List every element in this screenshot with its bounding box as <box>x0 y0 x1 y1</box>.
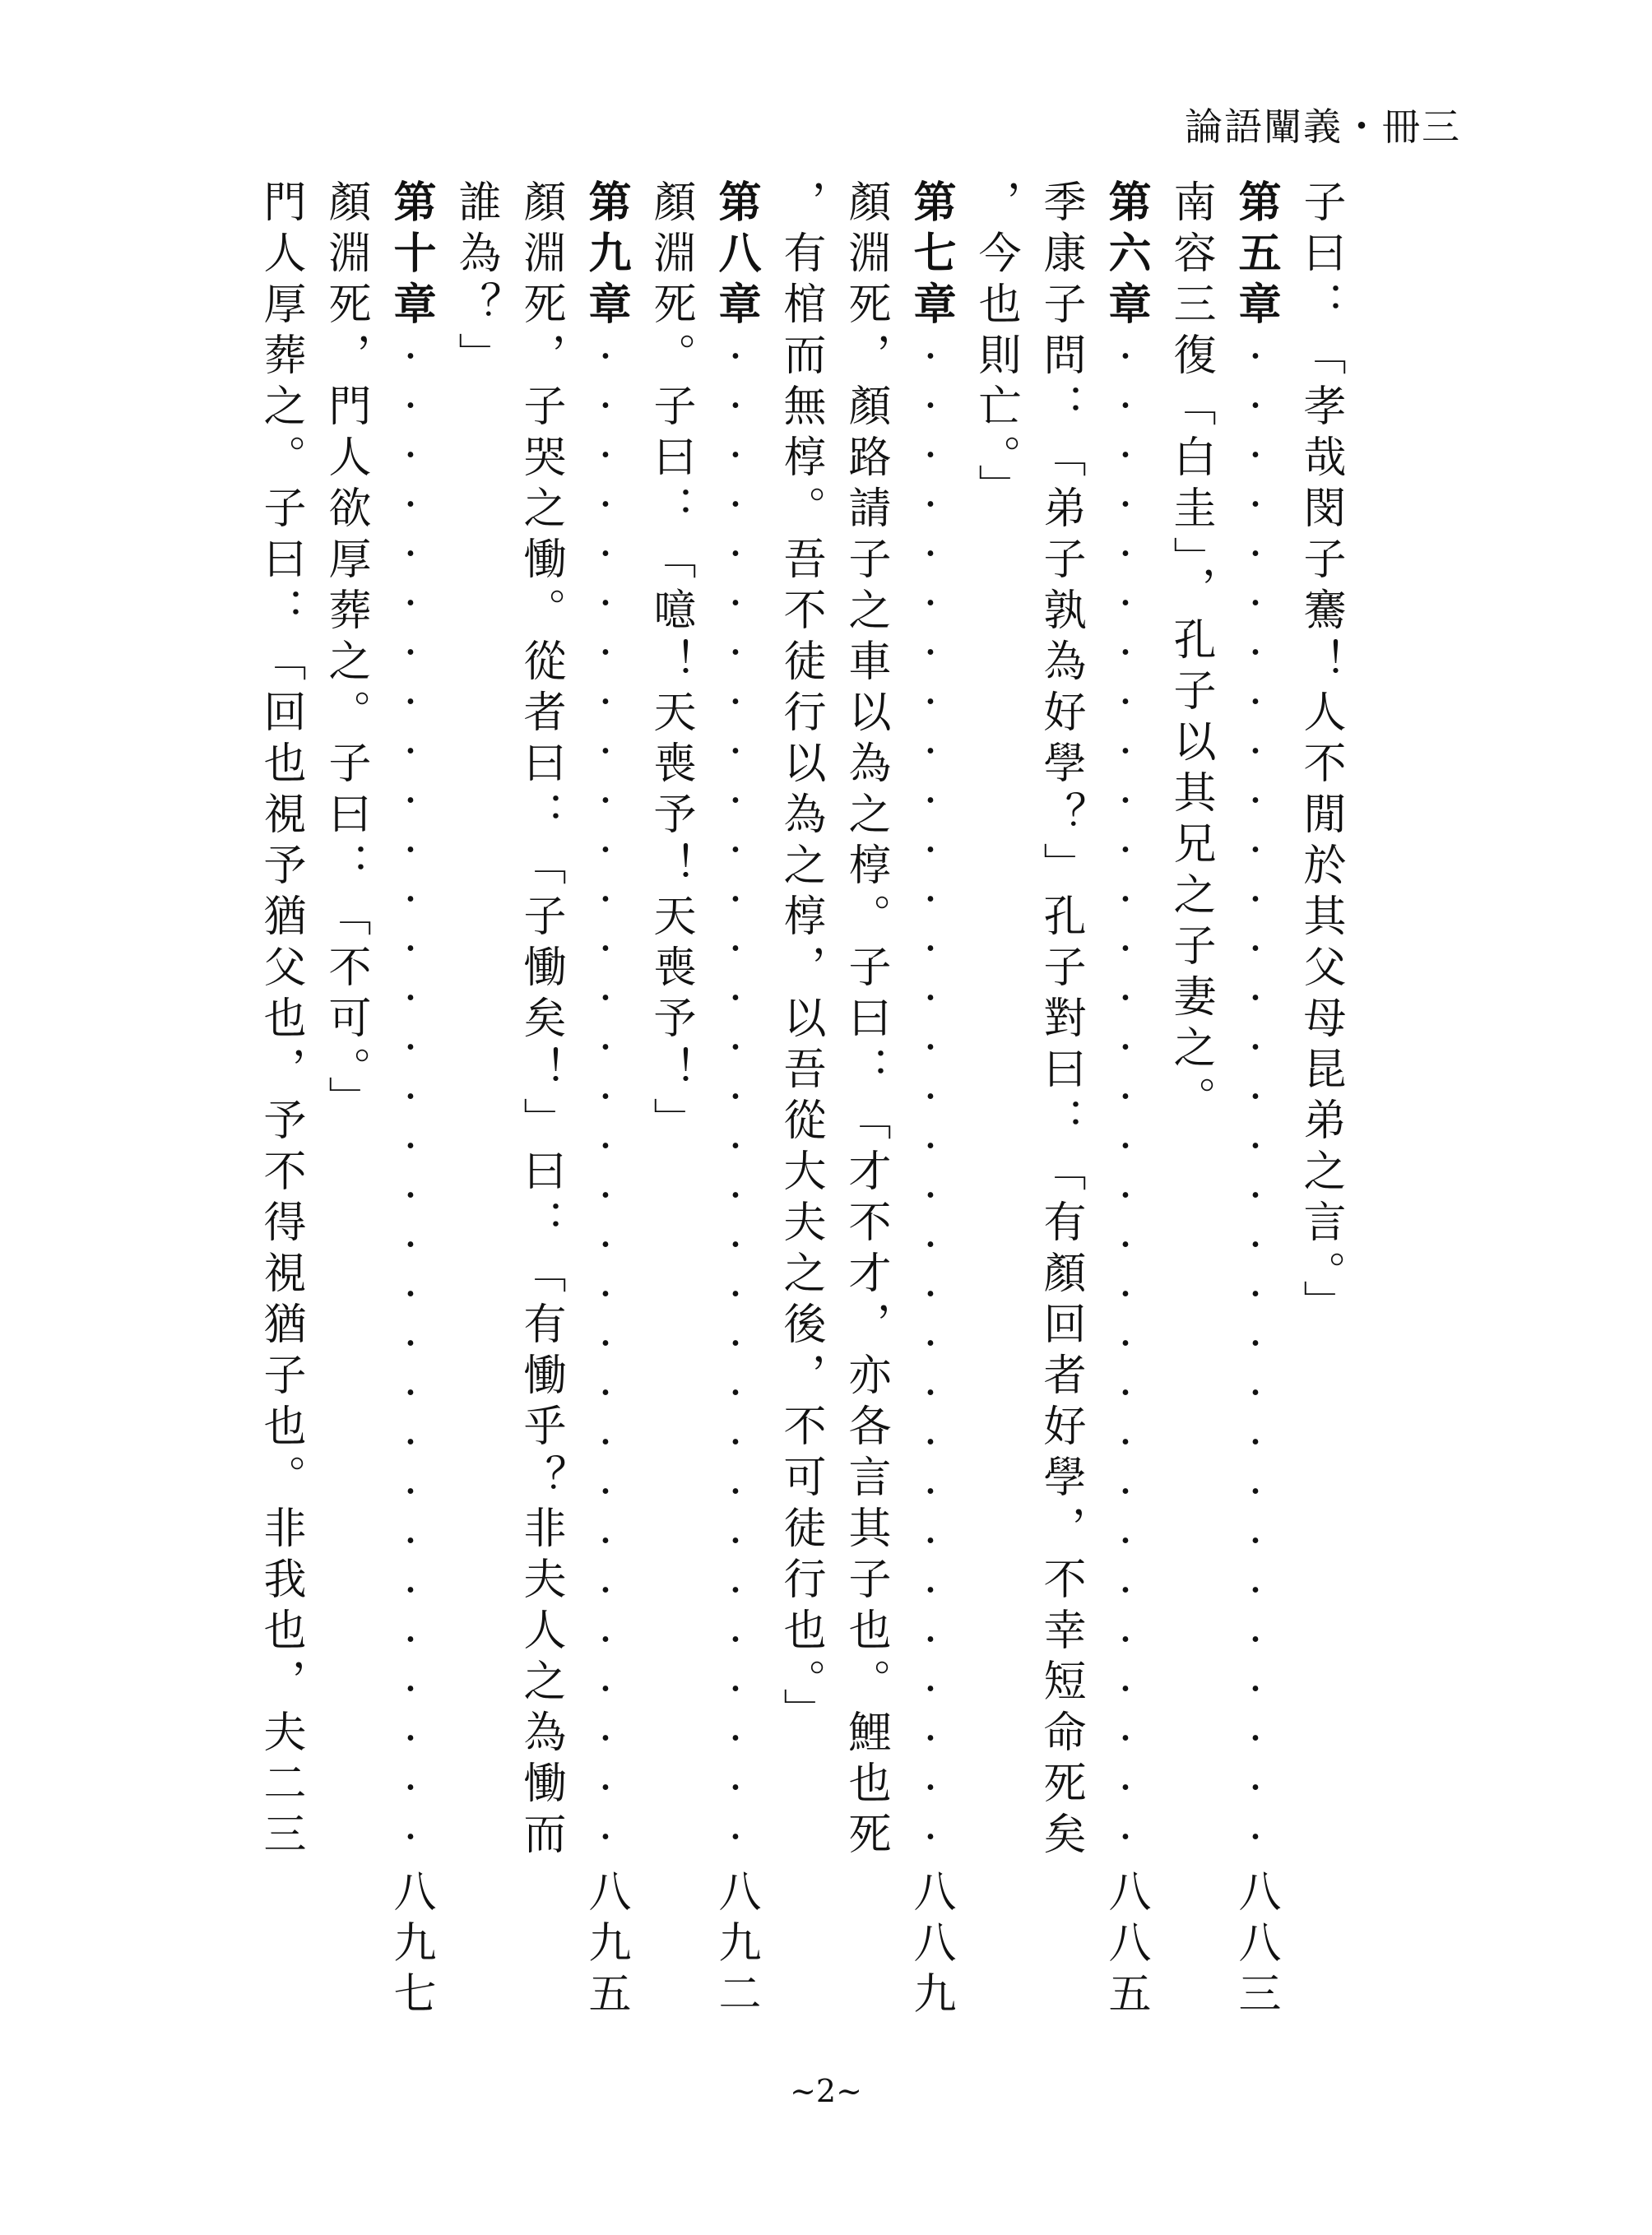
chapter-heading: 第六章 <box>1101 179 1151 332</box>
toc-page-number: 八八三 <box>1231 1869 1280 2022</box>
toc-page-number: 八八九 <box>906 1869 955 2022</box>
text-line: 顏淵死。子曰：「噫！天喪予！天喪予！」 <box>646 179 695 1148</box>
text-line: 誰為？」 <box>451 179 500 383</box>
text-line: ，有棺而無椁。吾不徒行以為之椁，以吾從大夫之後，不可徒行也。」 <box>776 179 825 1739</box>
toc-page-number: 八九二 <box>711 1869 760 2022</box>
toc-entry <box>577 179 634 2022</box>
text-line: 顏淵死，門人欲厚葬之。子曰：「不可。」 <box>321 179 370 1127</box>
toc-entry <box>902 179 959 2022</box>
chapter-heading: 第七章 <box>906 179 956 332</box>
dot-leader <box>902 332 959 1869</box>
chapter-heading: 第十章 <box>386 179 436 332</box>
toc-page-number: 八九五 <box>581 1869 630 2022</box>
toc-entry <box>1097 179 1154 2022</box>
text-line: 子曰：「孝哉閔子騫！人不閒於其父母昆弟之言。」 <box>1296 179 1345 1331</box>
dot-leader <box>382 332 439 1869</box>
toc-page-number: 八八五 <box>1101 1869 1150 2022</box>
chapter-heading: 第五章 <box>1231 179 1281 332</box>
dot-leader <box>1227 332 1284 1869</box>
text-line: 門人厚葬之。子曰：「回也視予猶父也，予不得視猶子也。非我也，夫二三 <box>256 179 305 1862</box>
dot-leader <box>577 332 634 1869</box>
text-line: 顏淵死，顏路請子之車以為之椁。子曰：「才不才，亦各言其子也。鯉也死 <box>841 179 890 1862</box>
text-line: 顏淵死，子哭之慟。從者曰：「子慟矣！」曰：「有慟乎？非夫人之為慟而 <box>516 179 565 1862</box>
running-header: 論語闡義・冊三 <box>1185 104 1461 149</box>
page-number: ~2~ <box>790 2073 862 2109</box>
toc-page-number: 八九七 <box>386 1869 435 2022</box>
chapter-heading: 第九章 <box>581 179 631 332</box>
chapter-heading: 第八章 <box>711 179 761 332</box>
dot-leader <box>707 332 764 1869</box>
toc-entry <box>382 179 439 2022</box>
text-line: 南容三復「白圭」，孔子以其兄之子妻之。 <box>1166 179 1215 1127</box>
toc-entry <box>707 179 764 2022</box>
dot-leader <box>1097 332 1154 1869</box>
text-line: ，今也則亡。」 <box>971 179 1020 515</box>
toc-entry <box>1227 179 1284 2022</box>
text-line: 季康子問：「弟子孰為好學？」孔子對曰：「有顏回者好學，不幸短命死矣 <box>1036 179 1085 1862</box>
